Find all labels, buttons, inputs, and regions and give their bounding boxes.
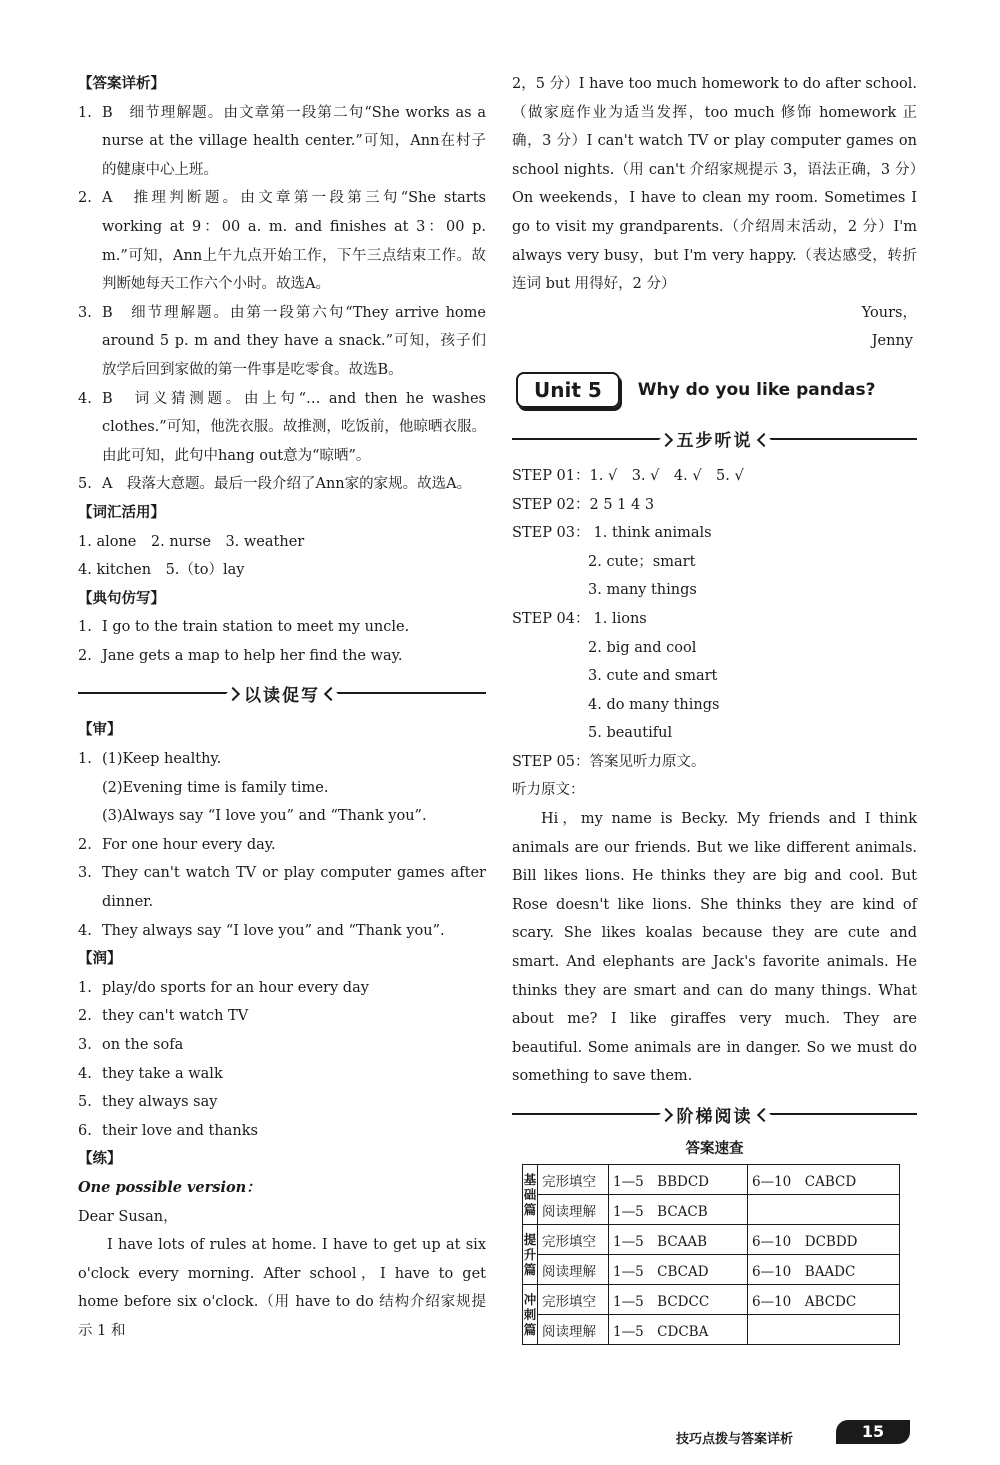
run-item	[78, 1088, 486, 1117]
run-item	[78, 1031, 486, 1060]
table-answers-a: 1—5 BCDCC	[609, 1285, 748, 1315]
run-item	[78, 1002, 486, 1031]
sentence-item	[78, 613, 486, 642]
run-heading: 【润】	[78, 950, 122, 968]
item-text: B 词义猜测题。由上句“… and then he washes clothes.”可知，他洗衣服。故推测，吃饭前，他晾晒衣服。由此可知，此句中hang out意为“晾晒”。	[102, 390, 486, 464]
step-05: STEP 05：答案见听力原文。	[512, 753, 706, 770]
run-item	[78, 1060, 486, 1089]
item-number: 2.	[78, 190, 92, 207]
step-01: STEP 01：1. √ 3. √ 4. √ 5. √	[512, 467, 744, 484]
step-answer: 2. big and cool	[588, 639, 697, 656]
item-number: 5.	[78, 476, 92, 493]
table-type: 完形填空	[538, 1165, 609, 1195]
item-text: B 细节理解题。由第一段第六句“They arrive home around 5 p. m and they have a snack.”可知，孩子们放学后回到家做的第一件事是吃零食。故选B。	[102, 304, 486, 378]
item-number: 4.	[78, 390, 92, 407]
shen-item	[78, 745, 486, 774]
section-banner	[512, 422, 917, 456]
step-answer: 2. cute；smart	[588, 553, 696, 570]
letter-closing: Yours，	[861, 304, 917, 321]
left-column	[78, 70, 486, 1346]
item-text: A 段落大意题。最后一段介绍了Ann家的家规。故选A。	[102, 476, 472, 493]
table-type: 阅读理解	[538, 1195, 609, 1225]
shen-heading: 【审】	[78, 721, 122, 739]
answer-list	[78, 99, 486, 499]
step-answer: 4. do many things	[588, 696, 720, 713]
letter-body-continued: 2，5 分）I have too much homework to do after school.（做家庭作业为适当发挥，too much 修饰 homework 正确，3 分）I can't watch TV or play computer games on school nights.（用 can't 介绍家规提示 3，语法正确，3 分）On weekends，I have to clean my room. Sometimes I go to visit my grandparents.（介绍周末活动，2 分）I'm always very busy，but I'm very happy.（表达感受，转折连词 but 用得好，2 分）	[512, 76, 917, 293]
item-text: B 细节理解题。由文章第一段第二句“She works as a nurse at the village health center.”可知，Ann在村子的健康中心上班。	[102, 104, 486, 178]
item-number: 1.	[78, 619, 92, 636]
sentence-item	[78, 642, 486, 671]
item-number: 1.	[78, 751, 92, 768]
item-text: I go to the train station to meet my uncle.	[102, 619, 410, 636]
item-number: 2.	[78, 647, 92, 664]
letter-signature: Jenny	[871, 333, 913, 350]
table-answers-a: 1—5 BBDCD	[609, 1165, 748, 1195]
item-text: they always say	[102, 1094, 218, 1111]
item-text: A 推理判断题。由文章第一段第三句“She starts working at 9：00 a. m. and finishes at 3：00 p. m.”可知，Ann上午九点开始工作，下午三点结束工作。故判断她每天工作六个小时。故选A。	[102, 190, 486, 293]
shen-item	[78, 859, 486, 916]
letter-greeting: Dear Susan，	[78, 1208, 178, 1225]
item-text: play/do sports for an hour every day	[102, 979, 369, 996]
table-group: 提升篇	[523, 1225, 538, 1285]
shen-item	[78, 917, 486, 946]
table-row	[523, 1315, 900, 1345]
table-type: 阅读理解	[538, 1255, 609, 1285]
item-text: they can't watch TV	[102, 1008, 249, 1025]
table-type: 阅读理解	[538, 1315, 609, 1345]
table-type: 完形填空	[538, 1225, 609, 1255]
table-answers-a: 1—5 BCAAB	[609, 1225, 748, 1255]
table-answers-a: 1—5 CBCAD	[609, 1255, 748, 1285]
right-column	[512, 70, 917, 1345]
item-number: 3.	[78, 1037, 92, 1053]
table-group: 冲刺篇	[523, 1285, 538, 1345]
sentence-heading: 【典句仿写】	[78, 589, 165, 607]
item-number: 4.	[78, 922, 92, 939]
item-number: 2.	[78, 836, 92, 853]
step-02: STEP 02：2 5 1 4 3	[512, 496, 655, 513]
footer-label: 技巧点拨与答案详析	[676, 1432, 794, 1447]
table-answers-b	[748, 1195, 900, 1225]
item-text: They can't watch TV or play computer games after dinner.	[102, 865, 486, 911]
step-answer: 5. beautiful	[588, 725, 673, 742]
item-number: 4.	[78, 1065, 92, 1082]
answer-table	[522, 1164, 900, 1345]
unit-title: Why do you like pandas?	[637, 379, 876, 400]
table-row	[523, 1165, 900, 1195]
shen-item	[78, 802, 486, 831]
step-label: STEP 03：	[512, 525, 590, 542]
table-row	[523, 1195, 900, 1225]
answer-item	[78, 299, 486, 385]
item-text: (3)Always say “I love you” and “Thank you”.	[102, 808, 427, 825]
item-text: (2)Evening time is family time.	[102, 779, 329, 796]
step-answer: 3. cute and smart	[588, 668, 718, 685]
table-type: 完形填空	[538, 1285, 609, 1315]
section-banner	[512, 1097, 917, 1131]
table-title: 答案速查	[685, 1141, 744, 1157]
item-number: 5.	[78, 1094, 92, 1111]
item-text: Jane gets a map to help her find the way.	[102, 647, 403, 664]
unit-label: Unit 5	[516, 372, 620, 408]
vocab-heading: 【词汇活用】	[78, 503, 165, 521]
item-text: their love and thanks	[102, 1122, 258, 1139]
item-text: They always say “I love you” and “Thank you”.	[102, 922, 445, 939]
table-row	[523, 1285, 900, 1315]
answer-item	[78, 184, 486, 298]
banner-title: 以读促写	[244, 685, 320, 706]
item-text: they take a walk	[102, 1065, 223, 1082]
table-row	[523, 1225, 900, 1255]
table-answers-a: 1—5 CDCBA	[609, 1315, 748, 1345]
run-item	[78, 974, 486, 1003]
table-answers-b: 6—10 CABCD	[748, 1165, 900, 1195]
item-number: 3.	[78, 304, 92, 321]
run-item	[78, 1117, 486, 1146]
item-number: 2.	[78, 1008, 92, 1025]
vocab-line: 4. kitchen 5.（to）lay	[78, 562, 245, 579]
table-answers-b	[748, 1315, 900, 1345]
step-answer: 1. lions	[593, 610, 647, 627]
item-number: 1.	[78, 104, 92, 121]
sentence-list	[78, 613, 486, 670]
answer-item	[78, 470, 486, 499]
item-number: 1.	[78, 979, 92, 996]
item-text: on the sofa	[102, 1037, 184, 1053]
table-answers-b: 6—10 ABCDC	[748, 1285, 900, 1315]
step-label: STEP 04：	[512, 610, 590, 627]
item-text: (1)Keep healthy.	[102, 751, 222, 768]
step-answer: 3. many things	[588, 582, 697, 599]
table-answers-b: 6—10 DCBDD	[748, 1225, 900, 1255]
answer-item	[78, 99, 486, 185]
vocab-line: 1. alone 2. nurse 3. weather	[78, 533, 305, 550]
listening-script: Hi，my name is Becky. My friends and I think animals are our friends. But we like different animals. Bill likes lions. He thinks they are big and cool. But Rose doesn't like lions. She thinks they are kind of scary. She likes koalas because they are cute and smart. And elephants are Jack's favorite animals. He thinks they are smart and can do many things. What about me? I like giraffes very much. They are beautiful. Some animals are in danger. So we must do something to save them.	[512, 811, 917, 1085]
lian-heading: 【练】	[78, 1150, 122, 1168]
step-03	[512, 519, 917, 605]
step-answer: 1. think animals	[593, 525, 712, 542]
table-row	[523, 1255, 900, 1285]
item-number: 6.	[78, 1122, 92, 1139]
step-04	[512, 605, 917, 748]
script-label: 听力原文：	[512, 782, 585, 799]
table-answers-b: 6—10 BAADC	[748, 1255, 900, 1285]
step-line	[512, 605, 917, 634]
step-line	[512, 519, 917, 548]
banner-title: 五步听说	[676, 431, 753, 452]
unit-header	[512, 368, 917, 412]
table-group: 基础篇	[523, 1165, 538, 1225]
run-list	[78, 974, 486, 1146]
letter-body: I have lots of rules at home. I have to get up at six o'clock every morning. After school，I have to get home before six o'clock.（用 have to do 结构介绍家规提示 1 和	[78, 1237, 486, 1339]
shen-item	[78, 831, 486, 860]
answer-heading: 【答案详析】	[78, 75, 165, 92]
table-answers-a: 1—5 BCACB	[609, 1195, 748, 1225]
item-text: For one hour every day.	[102, 836, 276, 853]
banner-title: 阶梯阅读	[676, 1106, 753, 1127]
shen-list	[78, 745, 486, 945]
section-banner	[78, 676, 486, 710]
answer-item	[78, 385, 486, 471]
version-label: One possible version：	[78, 1178, 261, 1196]
shen-item	[78, 774, 486, 803]
page-number: 15	[836, 1420, 910, 1444]
item-number: 3.	[78, 865, 92, 882]
